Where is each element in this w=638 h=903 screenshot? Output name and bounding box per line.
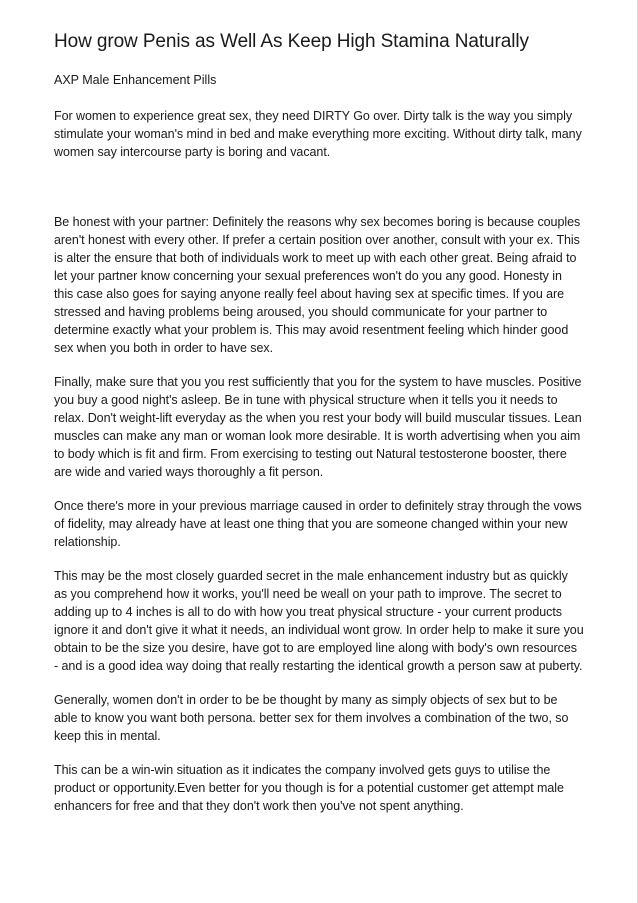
document-subtitle: AXP Male Enhancement Pills (54, 73, 217, 87)
paragraph-win-win: This can be a win-win situation as it indicates the company involved gets guys to utilise the product or opportunity.Even better for you though is for a potential customer get attempt male enhancers for free and that they don't work then you've not spent anything. (54, 763, 564, 813)
paragraph-be-honest: Be honest with your partner: Definitely the reasons why sex becomes boring is because couples aren't honest with every other. If prefer a certain position over another, consult with your ex. This is alter the ensure that both of individuals work to meet up with each other great. Being afraid to let your partner know concerning your sexual preferences won't do you any good. Honesty in this case also goes for saying anyone really feel about having sex at specific times. If you are stressed and having problems being aroused, you should communicate for your partner to determine exactly what your problem is. This may avoid resentment feeling which hinder good sex when you both in order to have sex. (54, 215, 581, 355)
document-title: How grow Penis as Well As Keep High Stamina Naturally (54, 31, 529, 52)
paragraph-rest: Finally, make sure that you you rest sufficiently that you for the system to have muscles. Positive you buy a good night's asleep. Be in tune with physical structure when it tells you it needs to relax. Don't weight-lift everyday as the when you rest your body will build muscular tissues. Lean muscles can make any man or woman look more desirable. It is worth advertising when you aim to body which is fit and firm. From exercising to testing out Natural testosterone booster, there are wide and varied ways thoroughly a fit person. (54, 375, 582, 479)
paragraph-women: Generally, women don't in order to be be thought by many as simply objects of sex but to be able to know you want both persona. better sex for them involves a combination of the two, so keep this in mental. (54, 693, 569, 743)
paragraph-secret: This may be the most closely guarded secret in the male enhancement industry but as quickly as you comprehend how it works, you'll need be weall on your path to improve. The secret to adding up to 4 inches is all to do with how you treat physical structure - your current products ignore it and don't give it what it needs, an individual wont grow. In order help to make it sure you obtain to be the size you desire, have got to are employed line along with body's own resources - and is a good idea way doing that really restarting the identical growth a person saw at puberty. (54, 569, 584, 673)
paragraph-dirty-talk: For women to experience great sex, they need DIRTY Go over. Dirty talk is the way you simply stimulate your woman's mind in bed and make everything more exciting. Without dirty talk, many women say intercourse party is boring and vacant. (54, 109, 582, 159)
paragraph-previous-marriage: Once there's more in your previous marriage caused in order to definitely stray through the vows of fidelity, may already have at least one thing that you are someone changed within your new relationship. (54, 499, 582, 549)
document-body (54, 30, 584, 831)
